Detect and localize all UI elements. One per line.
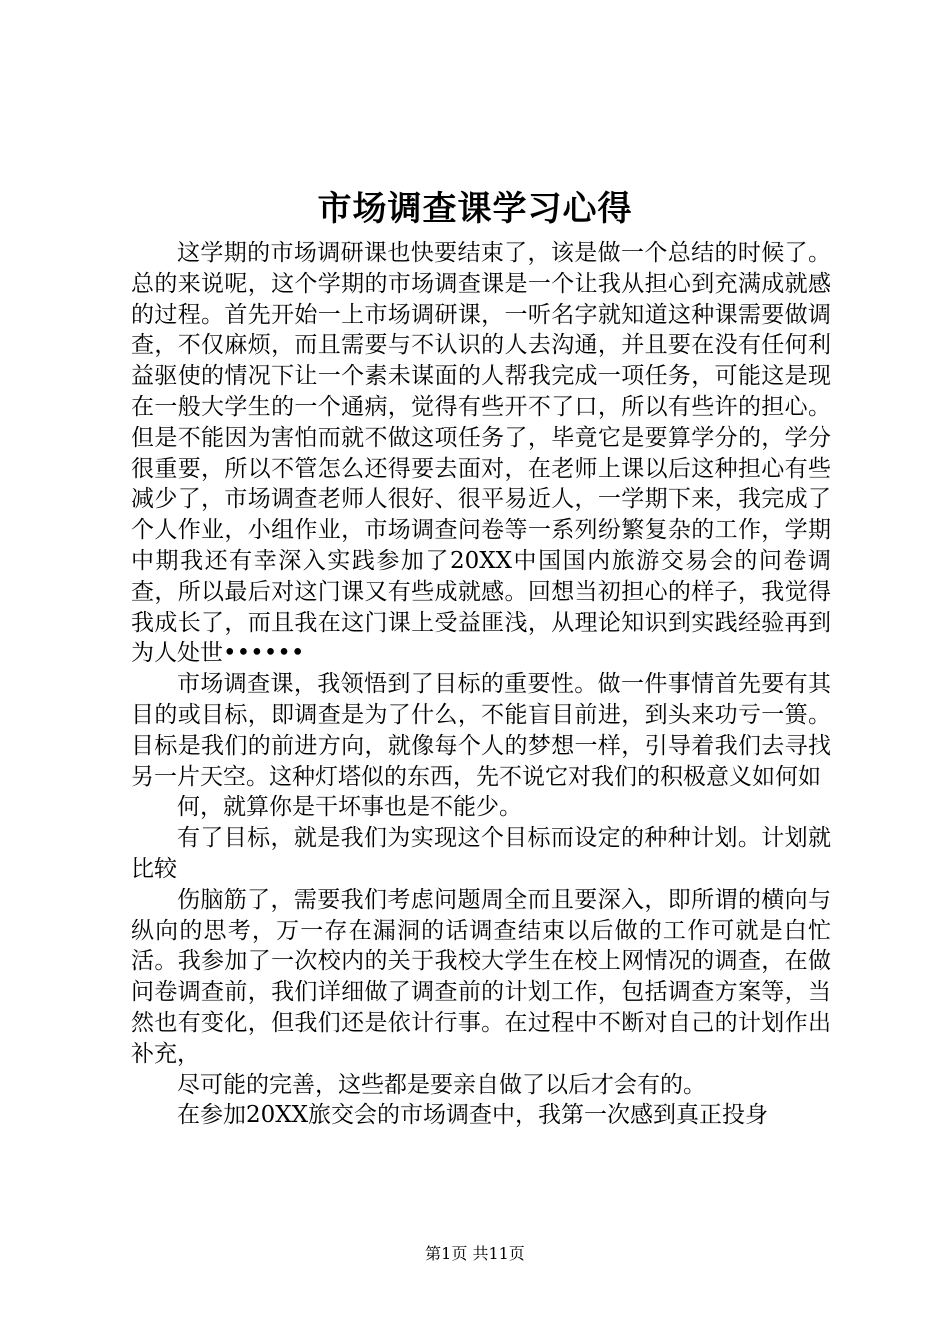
body-paragraph-1: 这学期的市场调研课也快要结束了，该是做一个总结的时候了。总的来说呢，这个学期的市场调查课是一个让我从担心到充满成就感的过程。首先开始一上市场调研课，一听名字就知道这种课需要做调查，不仅麻烦，而且需要与不认识的人去沟通，并且要在没有任何利益驱使的情况下让一个素未谋面的人帮我完成一项任务，可能这是现在一般大学生的一个通病，觉得有些开不了口，所以有些许的担心。但是不能因为害怕而就不做这项任务了，毕竟它是要算学分的，学分很重要，所以不管怎么还得要去面对，在老师上课以后这种担心有些减少了，市场调查老师人很好、很平易近人，一学期下来，我完成了个人作业，小组作业，市场调查问卷等一系列纷繁复杂的工作，学期中期我还有幸深入实践参加了20XX中国国内旅游交易会的问卷调查，所以最后对这门课又有些成就感。回想当初担心的样子，我觉得我成长了，而且我在这门课上受益匪浅，从理论知识到实践经验再到为人处世•••••• (131, 240, 831, 667)
document-body (131, 238, 831, 1131)
body-paragraph-3: 何，就算你是干坏事也是不能少。 (177, 794, 522, 821)
body-paragraph-5: 伤脑筋了，需要我们考虑问题周全而且要深入，即所谓的横向与纵向的思考，万一存在漏洞的话调查结束以后做的工作可就是白忙活。我参加了一次校内的关于我校大学生在校上网情况的调查，在做问卷调查前，我们详细做了调查前的计划工作，包括调查方案等，当然也有变化，但我们还是依计行事。在过程中不断对自己的计划作出补充， (131, 886, 831, 1067)
body-paragraph-7: 在参加20XX旅交会的市场调查中，我第一次感到真正投身 (177, 1102, 769, 1129)
body-paragraph-4: 有了目标，就是我们为实现这个目标而设定的种种计划。计划就比较 (131, 825, 831, 882)
body-paragraph-6: 尽可能的完善，这些都是要亲自做了以后才会有的。 (177, 1071, 706, 1098)
page-number-footer: 第1页 共11页 (425, 1244, 525, 1263)
body-paragraph-2: 市场调查课，我领悟到了目标的重要性。做一件事情首先要有其目的或目标，即调查是为了什么，不能盲目前进，到头来功亏一篑。目标是我们的前进方向，就像每个人的梦想一样，引导着我们去寻找另一片天空。这种灯塔似的东西，先不说它对我们的积极意义如何如 (131, 671, 831, 790)
document-title: 市场调查课学习心得 (317, 189, 633, 229)
